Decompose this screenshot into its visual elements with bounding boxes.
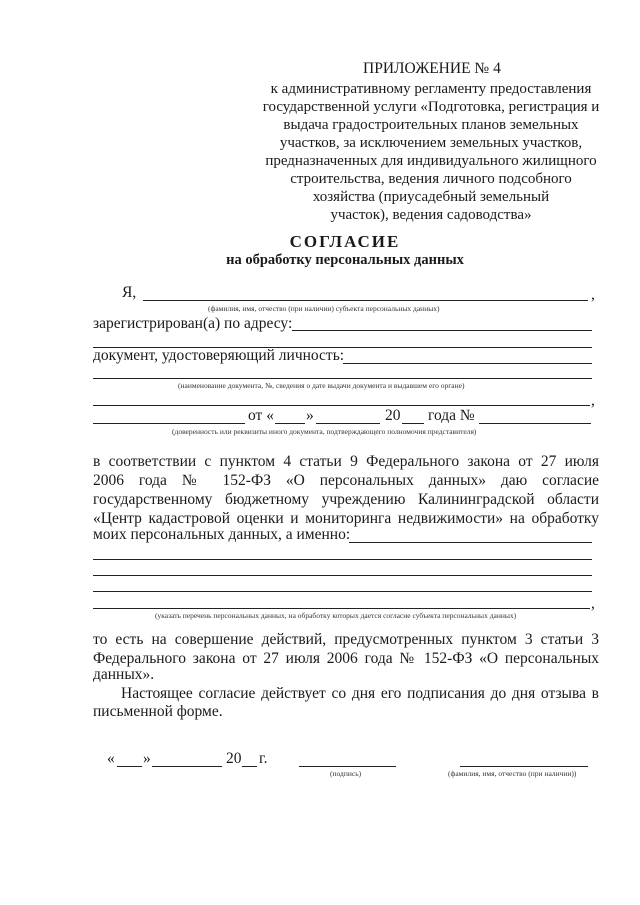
validity-paragraph-line: Настоящее согласие действует со дня его подписания до дня отзыва в: [121, 685, 599, 702]
actions-paragraph-last-line: данных».: [93, 666, 155, 683]
signer-name-caption: (фамилия, имя, отчество (при наличии)): [448, 769, 577, 778]
sign-year-suffix: г.: [259, 750, 268, 767]
appendix-line: участков, за исключением земельных участков,: [279, 135, 583, 151]
personal-data-list-field[interactable]: [93, 559, 592, 560]
personal-data-list-field[interactable]: [93, 608, 590, 609]
appendix-line: предназначенных для индивидуального жилищного: [265, 153, 597, 169]
consent-paragraph-line: государственному бюджетному учреждению Калининградской области: [93, 491, 599, 508]
appendix-line: к административному регламенту предоставления: [270, 81, 592, 97]
sign-year-field[interactable]: [242, 766, 257, 767]
appendix-line: государственной услуги «Подготовка, регистрация и: [262, 99, 600, 115]
personal-data-list-field[interactable]: [93, 575, 592, 576]
proxy-number-field[interactable]: [479, 423, 591, 424]
id-document-field-continued[interactable]: [93, 378, 592, 379]
id-document-field[interactable]: [343, 363, 592, 364]
appendix-title: ПРИЛОЖЕНИЕ № 4: [363, 60, 501, 77]
document-subtitle: на обработку персональных данных: [226, 252, 464, 268]
signer-name-field[interactable]: [460, 766, 588, 767]
proxy-month-field[interactable]: [316, 423, 380, 424]
id-document-caption: (наименование документа, №, сведения о дате выдачи документа и выдавшем его органе): [178, 381, 465, 390]
consent-paragraph-line: в соответствии с пунктом 4 статьи 9 Федерального закона от 27 июля: [93, 453, 599, 470]
consent-paragraph-line: «Центр кадастровой оценки и мониторинга недвижимости» на обработку: [93, 510, 599, 527]
proxy-year-field[interactable]: [402, 423, 424, 424]
full-name-caption: (фамилия, имя, отчество (при наличии) субъекта персональных данных): [208, 304, 440, 313]
sign-month-field[interactable]: [152, 766, 222, 767]
id-document-label: документ, удостоверяющий личность:: [93, 347, 345, 364]
consent-paragraph-last-line: моих персональных данных, а именно:: [93, 526, 351, 543]
personal-data-list-field[interactable]: [93, 591, 592, 592]
address-field[interactable]: [292, 330, 592, 331]
actions-paragraph-line: Федерального закона от 27 июля 2006 года № 152-ФЗ «О персональных: [93, 650, 599, 667]
appendix-line: строительства, ведения личного подсобного: [290, 171, 572, 187]
signature-caption: (подпись): [330, 769, 362, 778]
proxy-date-close: »: [306, 407, 314, 424]
validity-paragraph-last-line: письменной форме.: [93, 703, 223, 720]
appendix-line: участок), ведения садоводства»: [330, 207, 532, 223]
personal-data-list-field[interactable]: [349, 542, 592, 543]
proxy-date-open: от «: [248, 407, 274, 424]
sign-date-close: »: [143, 750, 151, 767]
proxy-document-field[interactable]: [93, 405, 590, 406]
sign-date-open: «: [107, 750, 115, 767]
appendix-line: выдача градостроительных планов земельных: [283, 117, 579, 133]
proxy-year-label: года №: [428, 407, 475, 424]
actions-paragraph-line: то есть на совершение действий, предусмотренных пунктом 3 статьи 3: [93, 631, 599, 648]
address-label: зарегистрирован(а) по адресу:: [93, 315, 293, 332]
sign-day-field[interactable]: [117, 766, 142, 767]
line-comma: ,: [591, 286, 595, 303]
proxy-document-caption: (доверенность или реквизиты иного документа, подтверждающего полномочия представителя): [172, 427, 477, 436]
signature-field[interactable]: [299, 766, 396, 767]
ya-label: Я,: [122, 284, 137, 301]
proxy-year-prefix: 20: [385, 407, 401, 424]
document-title: СОГЛАСИЕ: [289, 232, 401, 251]
consent-paragraph-line: 2006 года № 152-ФЗ «О персональных данных» даю согласие: [93, 472, 599, 489]
sign-year-prefix: 20: [226, 750, 242, 767]
proxy-document-name-field[interactable]: [93, 423, 245, 424]
full-name-field[interactable]: [143, 300, 588, 301]
line-comma: ,: [591, 392, 595, 409]
personal-data-list-caption: (указать перечень персональных данных, на обработку которых дается согласие субъекта персональных данных): [155, 611, 517, 620]
line-comma: ,: [591, 595, 595, 612]
proxy-day-field[interactable]: [275, 423, 305, 424]
appendix-line: хозяйства (приусадебный земельный: [312, 189, 550, 205]
